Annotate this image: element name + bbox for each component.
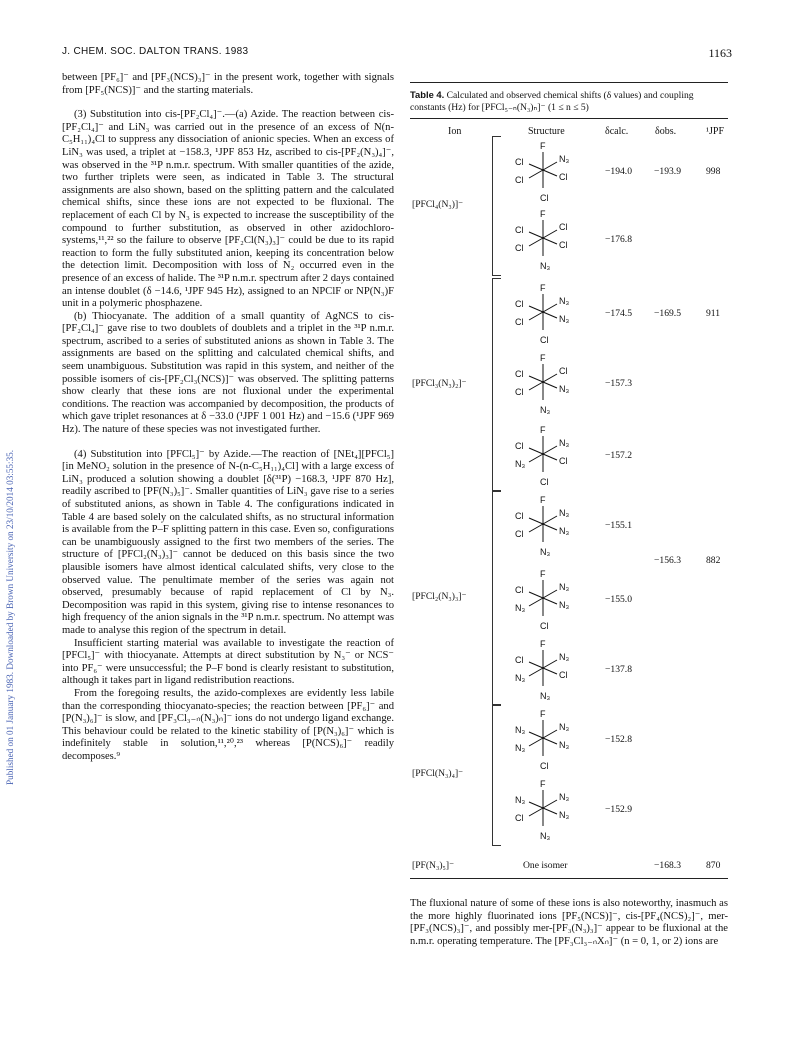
- ligand-label: Cl: [515, 585, 524, 595]
- ligand-label: F: [540, 425, 546, 435]
- ligand-label: N₃: [540, 831, 551, 841]
- bond-line: [529, 448, 543, 454]
- bond-line: [529, 382, 543, 390]
- paragraph: From the foregoing results, the azido-complexes are evidently less labile than the corresponding thiocyanato-species; the reaction between [PF₆]⁻ and [P(N₃)₆]⁻ is slow, and [PF₃Cl₃₋ₙ(N₃)ₙ]⁻ ions do not undergo ligand exchange. This behaviour could be related to the kinetic stability of [P(N₃)₆]⁻ which is indefinitely stable in solution,¹¹,²⁰,²³ whereas [P(NCS)₆]⁻ readily decomposes.⁹: [62, 687, 394, 762]
- ligand-label: N₃: [559, 740, 570, 750]
- bond-line: [543, 162, 557, 170]
- running-header: J. CHEM. SOC. DALTON TRANS. 1983: [62, 46, 249, 57]
- group-brace: [492, 278, 501, 492]
- ligand-label: F: [540, 353, 546, 363]
- ligand-label: F: [540, 569, 546, 579]
- ligand-label: Cl: [540, 621, 549, 631]
- bond-line: [543, 524, 557, 530]
- bond-line: [543, 382, 557, 388]
- bond-line: [543, 304, 557, 312]
- ion-formula: [PF(N₃)₅]⁻: [412, 860, 455, 871]
- calculated-shift: −137.8: [605, 664, 632, 675]
- coupling-constant: 870: [706, 860, 721, 871]
- calculated-shift: −155.0: [605, 594, 632, 605]
- ligand-label: Cl: [540, 193, 549, 203]
- coupling-constant: 998: [706, 166, 721, 177]
- ligand-label: F: [540, 283, 546, 293]
- ligand-label: Cl: [515, 387, 524, 397]
- bond-line: [543, 590, 557, 598]
- ligand-label: N₃: [540, 691, 551, 701]
- bond-line: [543, 660, 557, 668]
- ligand-label: Cl: [515, 529, 524, 539]
- ligand-label: N₃: [559, 438, 570, 448]
- ligand-label: N₃: [515, 725, 526, 735]
- ligand-label: Cl: [540, 335, 549, 345]
- bond-line: [529, 808, 543, 816]
- ligand-label: F: [540, 209, 546, 219]
- group-brace: [492, 704, 501, 846]
- ligand-label: Cl: [515, 511, 524, 521]
- table-caption: Table 4. Calculated and observed chemical shifts (δ values) and coupling constants (Hz) for [PFCl₅₋ₙ(N₃)ₙ]⁻ (1 ≤ n ≤ 5): [410, 89, 694, 113]
- header-structure: Structure: [528, 126, 565, 137]
- octahedral-structure: [510, 494, 580, 564]
- bond-line: [543, 374, 557, 382]
- download-notice: Published on 01 January 1983. Downloaded by Brown University on 23/10/2014 03:55:35.: [5, 449, 15, 785]
- ligand-label: N₃: [559, 600, 570, 610]
- header-calc: δcalc.: [605, 126, 629, 137]
- ligand-label: N₃: [559, 384, 570, 394]
- ligand-label: Cl: [559, 456, 568, 466]
- bond-line: [529, 592, 543, 598]
- ligand-label: N₃: [559, 810, 570, 820]
- ligand-label: N₃: [559, 582, 570, 592]
- coupling-constant: 911: [706, 308, 721, 319]
- bond-line: [543, 238, 557, 244]
- ligand-label: Cl: [515, 225, 524, 235]
- left-column: [62, 72, 394, 763]
- ion-formula: [PFCl(N₃)₄]⁻: [412, 768, 464, 779]
- table-top-rule: [410, 82, 728, 83]
- ligand-label: N₃: [559, 154, 570, 164]
- bond-line: [529, 732, 543, 738]
- observed-shift: −193.9: [654, 166, 681, 177]
- bond-line: [529, 518, 543, 524]
- octahedral-structure: [510, 352, 580, 422]
- ligand-label: Cl: [540, 477, 549, 487]
- ligand-label: F: [540, 779, 546, 789]
- paragraph: (b) Thiocyanate. The addition of a small quantity of AgNCS to cis-[PF₂Cl₄]⁻ gave rise to two doublets of doublets and a triplet in the ³¹P n.m.r. spectrum, ascribed to a series of substituted anions as shown in Table 3. The assignments are based on the splitting and calculated chemical shifts, and seem unambiguous. Substitution was rapid in this system, and neither of the possible isomers of cis-[PF₂Cl₃(NCS)]⁻ was observed. The splitting patterns show clearly that these ions are not fluxional under the experimental conditions. The reaction was accompanied by decomposition, the products of which gave triplet resonances at δ −33.0 (¹JPF 1 001 Hz) and −15.6 (¹JPF 969 Hz). The nature of these species was not investigated further.: [62, 310, 394, 436]
- bond-line: [543, 312, 557, 318]
- ligand-label: N₃: [515, 673, 526, 683]
- bond-line: [543, 170, 557, 176]
- octahedral-structure: [510, 140, 580, 210]
- calculated-shift: −176.8: [605, 234, 632, 245]
- ligand-label: F: [540, 709, 546, 719]
- ion-formula: [PFCl₄(N₃)]⁻: [412, 199, 464, 210]
- ligand-label: N₃: [540, 405, 551, 415]
- ligand-label: N₃: [559, 652, 570, 662]
- bond-line: [529, 232, 543, 238]
- bond-line: [543, 598, 557, 604]
- octahedral-structure: [510, 208, 580, 278]
- bond-line: [529, 662, 543, 668]
- bond-line: [543, 668, 557, 674]
- ligand-label: Cl: [515, 317, 524, 327]
- ion-formula: [PFCl₂(N₃)₃]⁻: [412, 591, 467, 602]
- octahedral-structure: [510, 638, 580, 708]
- structure-note: One isomer: [523, 860, 568, 871]
- page-number: 1163: [708, 46, 732, 60]
- bond-line: [529, 598, 543, 606]
- ligand-label: F: [540, 639, 546, 649]
- calculated-shift: −157.2: [605, 450, 632, 461]
- ligand-label: N₃: [515, 603, 526, 613]
- octahedral-structure: [510, 778, 580, 848]
- observed-shift: −168.3: [654, 860, 681, 871]
- bond-line: [543, 738, 557, 744]
- bond-line: [529, 312, 543, 320]
- bond-line: [529, 668, 543, 676]
- ligand-label: Cl: [540, 761, 549, 771]
- bond-line: [543, 454, 557, 460]
- paragraph: (3) Substitution into cis-[PF₂Cl₄]⁻.—(a) Azide. The reaction between cis-[PF₂Cl₄]⁻ and LiN₃ was carried out in the presence of an excess of N(n-C₅H₁₁)₄Cl to suppress any dissociation of anionic species. When an excess of LiN₃ was used, a triplet at −158.3, ¹JPF 853 Hz, ascribed to cis-[PF₂(N₃)₄]⁻, was observed in the ³¹P n.m.r. spectrum. With smaller quantities of the azide, two further triplets were seen, as indicated in Table 3. The structural assignments are also shown, based on the splitting pattern and the calculated chemical shifts, since these ions are not expected to be fluxional. The replacement of each Cl by N₃ is expected to increase the susceptibility of the compound to further substitution, as observed in other azidochloro-systems,¹¹,²² so the failure to observe [PF₂Cl(N₃)₃]⁻ could be due to its rapid reaction to form the fully substituted anion, keeping its concentration below the detection limit. Decomposition with loss of N₂ occurred even in the presence of an excess of halide. The ³¹P n.m.r. spectrum after 2 days contained an intense doublet (δ −14.6, ¹JPF 945 Hz), assigned to an NPClF or NP(N₃)F unit in a polymeric phosphazene.: [62, 109, 394, 310]
- ligand-label: Cl: [515, 441, 524, 451]
- observed-shift: −169.5: [654, 308, 681, 319]
- ligand-label: N₃: [559, 314, 570, 324]
- bond-line: [529, 376, 543, 382]
- bond-line: [543, 516, 557, 524]
- ligand-label: N₃: [559, 296, 570, 306]
- bond-line: [543, 446, 557, 454]
- bond-line: [543, 808, 557, 814]
- header-j: ¹JPF: [706, 126, 725, 137]
- calculated-shift: −157.3: [605, 378, 632, 389]
- table-header-rule: [410, 118, 728, 119]
- ligand-label: Cl: [515, 655, 524, 665]
- ligand-label: N₃: [559, 792, 570, 802]
- bond-line: [529, 454, 543, 462]
- bond-line: [543, 800, 557, 808]
- bond-line: [529, 524, 543, 532]
- paragraph: Insufficient starting material was available to investigate the reaction of [PFCl₅]⁻ with thiocyanate. Attempts at direct substitution by N₃⁻ or NCS⁻ into PF₆⁻ were unsuccessful; the P–F bond is clearly resistant to substitution, although it takes part in ligand redistribution reactions.: [62, 637, 394, 687]
- header-ion: Ion: [448, 126, 462, 137]
- bond-line: [529, 238, 543, 246]
- octahedral-structure: [510, 708, 580, 778]
- octahedral-structure: [510, 568, 580, 638]
- ligand-label: Cl: [515, 299, 524, 309]
- ligand-label: N₃: [540, 547, 551, 557]
- calculated-shift: −152.9: [605, 804, 632, 815]
- paragraph: (4) Substitution into [PFCl₅]⁻ by Azide.—The reaction of [NEt₄][PFCl₅] [in MeNO₂ solution in the presence of N-(n-C₅H₁₁)₄Cl] with a large excess of LiN₃ produced a solution showing a doublet [δ(³¹P) −168.3, ¹JPF 870 Hz], readily ascribed to [PF(N₃)₅]⁻. Smaller quantities of LiN₃ gave rise to a series of substituted anions, as shown in Table 4. The configurations indicated in Table 4 are based solely on the calculated shifts, as no structural information is available from the P–F splitting pattern in this case. Even so, configurations can be unambiguously assigned to the first two members of the series. The structure of [PFCl₂(N₃)₃]⁻ cannot be deduced on this basis since the two plausible isomers have almost identical calculated shifts, very close to the observed value. The penultimate member of the series was again not observed, presumably because of rapid replacement of Cl by N₃. Decomposition was rapid in this system, giving rise to intense resonances to high frequency of the anion signals in the ³¹P n.m.r. spectrum. No attempt was made to analyse this region of the spectrum in detail.: [62, 448, 394, 636]
- bond-line: [529, 164, 543, 170]
- paragraph: The fluxional nature of some of these ions is also noteworthy, inasmuch as the more highly fluorinated ions [PF₅(NCS)]⁻, cis-[PF₄(NCS)₂]⁻, mer-[PF₃(NCS)₃]⁻, and possibly mer-[PF₃(N₃)₃]⁻ appear to be fluxional at the n.m.r. operating temperature. The [PF₃Cl₃₋ₙXₙ]⁻ (n = 0, 1, or 2) ions are: [410, 898, 728, 947]
- calculated-shift: −194.0: [605, 166, 632, 177]
- ligand-label: N₃: [515, 795, 526, 805]
- ligand-label: N₃: [515, 743, 526, 753]
- group-brace: [492, 490, 501, 706]
- ligand-label: Cl: [559, 366, 568, 376]
- ligand-label: Cl: [559, 222, 568, 232]
- ion-formula: [PFCl₃(N₃)₂]⁻: [412, 378, 467, 389]
- coupling-constant: 882: [706, 555, 721, 566]
- bond-line: [529, 802, 543, 808]
- ligand-label: N₃: [559, 526, 570, 536]
- ligand-label: F: [540, 495, 546, 505]
- bond-line: [529, 170, 543, 178]
- ligand-label: F: [540, 141, 546, 151]
- ligand-label: Cl: [559, 172, 568, 182]
- header-obs: δobs.: [655, 126, 677, 137]
- ligand-label: Cl: [559, 240, 568, 250]
- octahedral-structure: [510, 424, 580, 494]
- ligand-label: Cl: [515, 369, 524, 379]
- observed-shift: −156.3: [654, 555, 681, 566]
- ligand-label: N₃: [540, 261, 551, 271]
- ligand-label: Cl: [515, 243, 524, 253]
- ligand-label: Cl: [559, 670, 568, 680]
- ligand-label: Cl: [515, 813, 524, 823]
- ligand-label: Cl: [515, 157, 524, 167]
- octahedral-structure: [510, 282, 580, 352]
- bond-line: [529, 738, 543, 746]
- group-brace: [492, 136, 501, 276]
- bond-line: [543, 730, 557, 738]
- ligand-label: N₃: [559, 508, 570, 518]
- paragraph: between [PF₆]⁻ and [PF₃(NCS)₃]⁻ in the present work, together with signals from [PF₅(NCS)]⁻ and the starting materials.: [62, 72, 394, 96]
- calculated-shift: −174.5: [605, 308, 632, 319]
- bond-line: [529, 306, 543, 312]
- bond-line: [543, 230, 557, 238]
- ligand-label: Cl: [515, 175, 524, 185]
- ligand-label: N₃: [515, 459, 526, 469]
- right-column: [410, 898, 728, 948]
- ligand-label: N₃: [559, 722, 570, 732]
- calculated-shift: −152.8: [605, 734, 632, 745]
- table-bottom-rule: [410, 878, 728, 879]
- calculated-shift: −155.1: [605, 520, 632, 531]
